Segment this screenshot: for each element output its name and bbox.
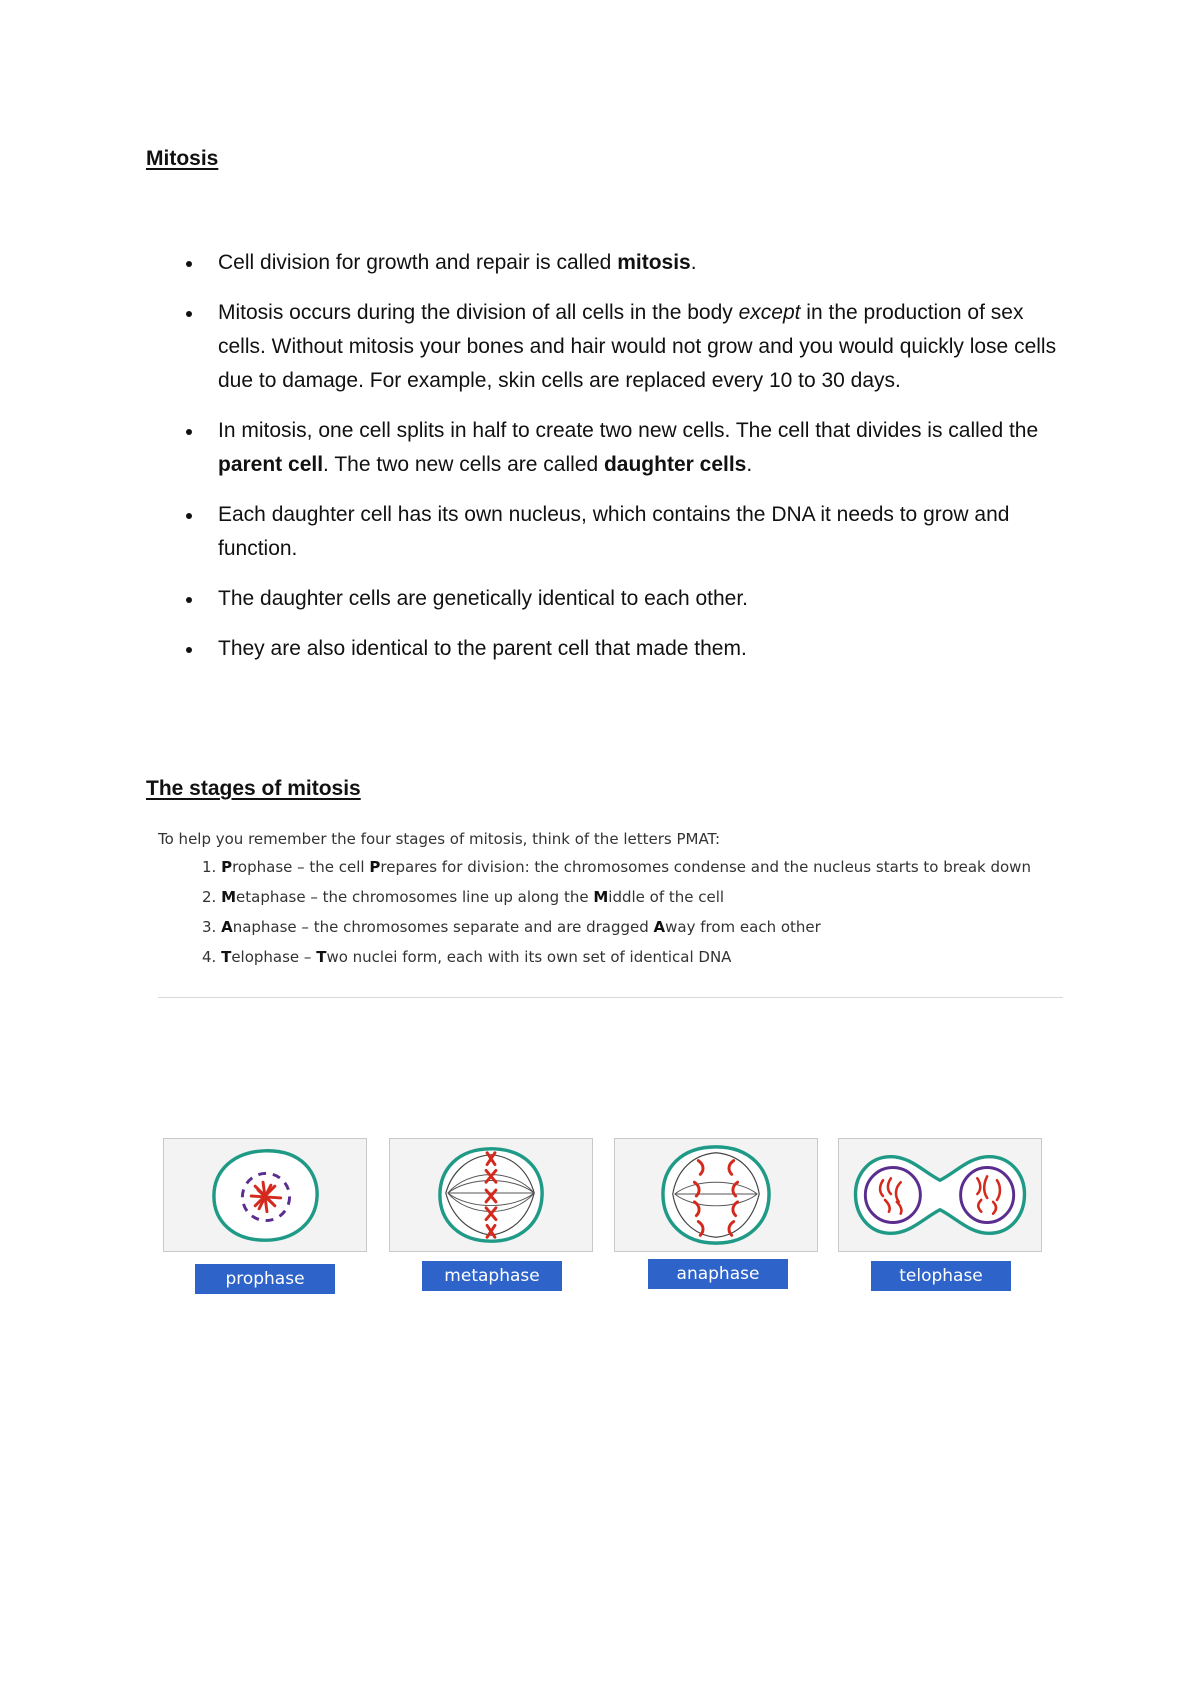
bullet-item — [186, 414, 1066, 482]
metaphase-cell-diagram-icon — [390, 1139, 592, 1251]
bullet-item — [186, 296, 1066, 398]
pmat-item-prophase: 1. Prophase – the cell Prepares for division: the chromosomes condense and the nucleus starts to break down — [202, 858, 1031, 876]
bullet-item — [186, 632, 1066, 666]
stages-heading: The stages of mitosis — [146, 777, 361, 800]
bullet-text: They are also identical to the parent cell that made them. — [218, 637, 747, 660]
bullet-item — [186, 246, 1066, 280]
stage-label-anaphase: anaphase — [648, 1259, 788, 1289]
bullet-text: The daughter cells are genetically identical to each other. — [218, 587, 748, 610]
anaphase-panel — [614, 1138, 818, 1252]
bullet-text: Cell division for growth and repair is called mitosis. — [218, 251, 697, 274]
bullet-text: Mitosis occurs during the division of all cells in the body except in the production of sex cells. Without mitosis your bones and hair would not grow and you would quickly lose cells due to damage. For example, skin cells are replaced every 10 to 30 days. — [218, 301, 1057, 392]
page-title: Mitosis — [146, 147, 219, 170]
metaphase-panel — [389, 1138, 593, 1252]
pmat-item-anaphase: 3. Anaphase – the chromosomes separate and are dragged Away from each other — [202, 918, 821, 936]
prophase-cell-diagram-icon — [164, 1139, 366, 1251]
bullet-icon — [186, 261, 192, 267]
pmat-item-metaphase: 2. Metaphase – the chromosomes line up along the Middle of the cell — [202, 888, 725, 906]
bullet-text: Each daughter cell has its own nucleus, which contains the DNA it needs to grow and function. — [218, 503, 1010, 560]
bullet-icon — [186, 311, 192, 317]
bullet-icon — [186, 647, 192, 653]
bullet-item — [186, 498, 1066, 566]
divider — [158, 997, 1063, 998]
mitosis-bullet-list — [186, 246, 1066, 682]
pmat-intro: To help you remember the four stages of mitosis, think of the letters PMAT: — [158, 830, 721, 848]
pmat-item-telophase: 4. Telophase – Two nuclei form, each with its own set of identical DNA — [202, 948, 732, 966]
telophase-cell-diagram-icon — [839, 1139, 1041, 1251]
bullet-icon — [186, 429, 192, 435]
bullet-item — [186, 582, 1066, 616]
stage-label-telophase: telophase — [871, 1261, 1011, 1291]
pmat-box — [158, 830, 1063, 978]
bullet-icon — [186, 513, 192, 519]
telophase-panel — [838, 1138, 1042, 1252]
bullet-text: In mitosis, one cell splits in half to create two new cells. The cell that divides is called the parent cell. The two new cells are called daughter cells. — [218, 419, 1039, 476]
anaphase-cell-diagram-icon — [615, 1139, 817, 1251]
prophase-panel — [163, 1138, 367, 1252]
bullet-icon — [186, 597, 192, 603]
stage-label-metaphase: metaphase — [422, 1261, 562, 1291]
pmat-list — [158, 858, 1063, 966]
stage-label-prophase: prophase — [195, 1264, 335, 1294]
